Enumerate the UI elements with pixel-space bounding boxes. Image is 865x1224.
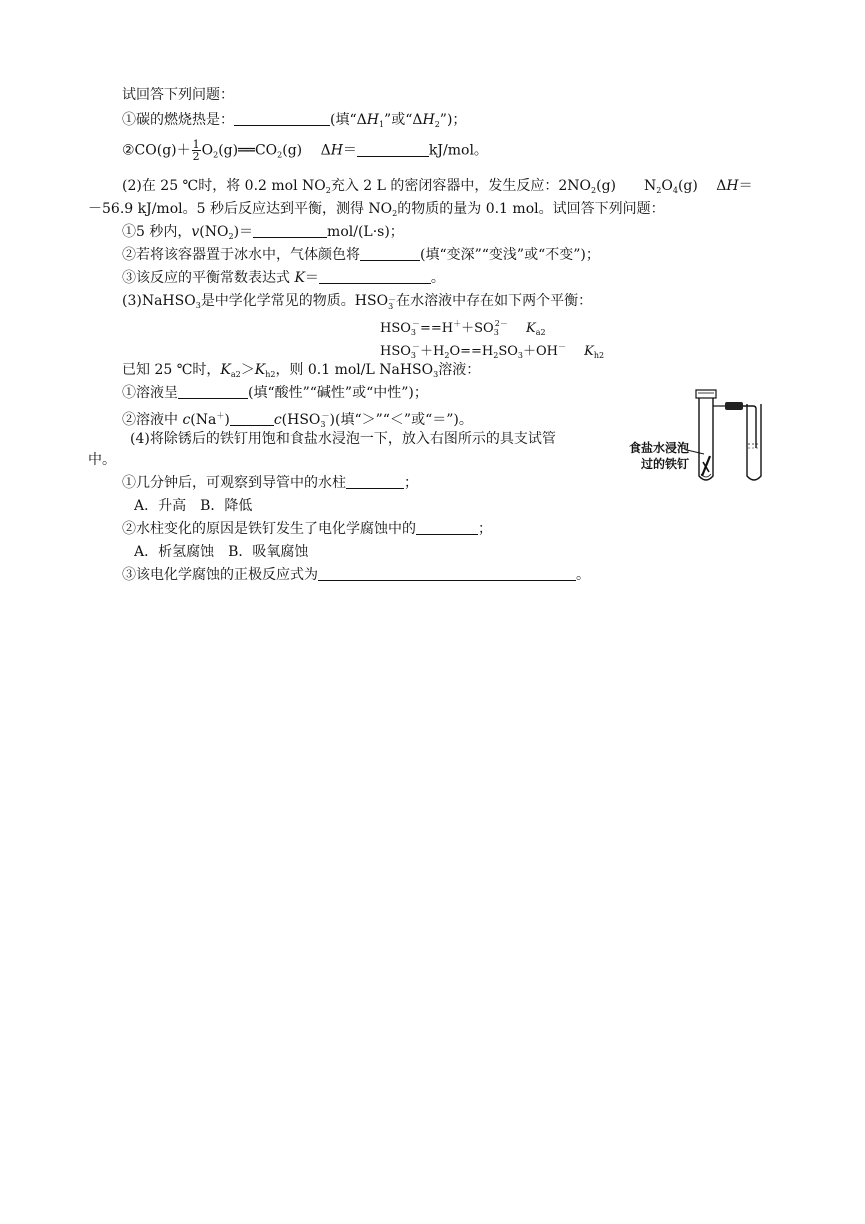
water-test-tube [747,404,761,480]
answer-blank-compare[interactable] [230,411,274,426]
q4-corrosion-line: ②水柱变化的原因是铁钉发生了电化学腐蚀中的 ； [122,521,492,537]
q2-paragraph-line1: (2)在 25 ℃时，将 0.2 mol $NO_2$充入 2 L 的密闭容器中，发生反应：$2NO_2(g)$ $N_2O_4(g)$ ΔH＝ [122,178,753,195]
branched-test-tube-apparatus [625,388,775,488]
q4-water-column-line: ①几分钟后，可观察到导管中的水柱 ； [122,475,418,491]
q3-intro-line: (3)NaHSO$_3$是中学化学常见的物质。HSO － 3 在水溶液中存在如下两个平衡： [122,293,593,311]
answer-blank-rate[interactable] [253,223,327,238]
rubber-stopper [696,390,716,398]
equilibrium-ionization: $HSO_3^-==H^++SO_3^{2-}$ $K_{a2}$ [380,319,546,337]
apparatus-drawing [625,388,775,488]
q3-known-line: 已知 25 ℃时，$K_{a2}>K_{h2}$，则 0.1 mol/L NaHSO$_3$溶液： [122,362,481,379]
one-half-fraction: $\frac{1}{2}$ [192,138,200,163]
answer-blank-color[interactable] [360,246,420,261]
q2-color-line: ②若将该容器置于冰水中，气体颜色将 (填“变深”“变浅”或“不变”)； [122,247,600,263]
glass-delivery-tube [743,406,756,448]
q4-options-2: A．析氢腐蚀 B．吸氧腐蚀 [134,544,309,560]
q4-options-1: A．升高 B．降低 [134,498,253,514]
answer-blank-cathode-reaction[interactable] [318,566,576,581]
carbon-combustion-line: ①碳的燃烧热是： (填“$\Delta H_1$”或“$\Delta H_2$”)； [122,112,467,129]
q3-acidity-line: ①溶液呈 (填“酸性”“碱性”或“中性”)； [122,385,428,401]
answer-blank-delta-h[interactable] [357,142,429,157]
answer-blank-corrosion-type[interactable] [416,520,478,535]
q3-compare-line: ②溶液中 c(Na＋) $c(HSO_3^-)$(填“＞”“＜”或“＝”)。 [122,411,473,429]
answer-blank-combustion-heat[interactable] [234,111,330,126]
answer-blank-acidity[interactable] [178,384,248,399]
answer-blank-k-expression[interactable] [319,269,431,284]
q4-intro-line: (4)将除锈后的铁钉用饱和食盐水浸泡一下，放入右图所示的具支试管 [130,431,556,447]
q4-cathode-line: ③该电化学腐蚀的正极反应式为 。 [122,567,590,583]
figure-label-line2: 过的铁钉 [641,457,690,471]
q2-constant-line: ③该反应的平衡常数表达式 K＝ 。 [122,270,445,286]
label-pointer [687,450,704,454]
answer-blank-water-column[interactable] [346,474,404,489]
equilibrium-hydrolysis: $HSO_3^-+H_2O==H_2SO_3+OH^-$ $K_{h2}$ [380,342,605,360]
rubber-tubing [725,402,743,410]
q4-intro-continuation: 中。 [88,452,116,468]
co-combustion-line: ②CO(g)＋ $\frac{1}{2}$ $O_2(g)══CO_2(g)$ ΔH＝ kJ/mol。 [122,138,488,163]
intro-text: 试回答下列问题： [122,87,234,103]
figure-label-line1: 食盐水浸泡 [629,441,690,455]
q2-rate-line: ①5 秒内，$v(NO_2)= mol/(L\cdot s)$； [122,224,404,241]
q2-paragraph-line2: －56.9 kJ/mol。5 秒后反应达到平衡，测得 $NO_2$的物质的量为 0.1 mol。试回答下列问题： [88,201,665,218]
